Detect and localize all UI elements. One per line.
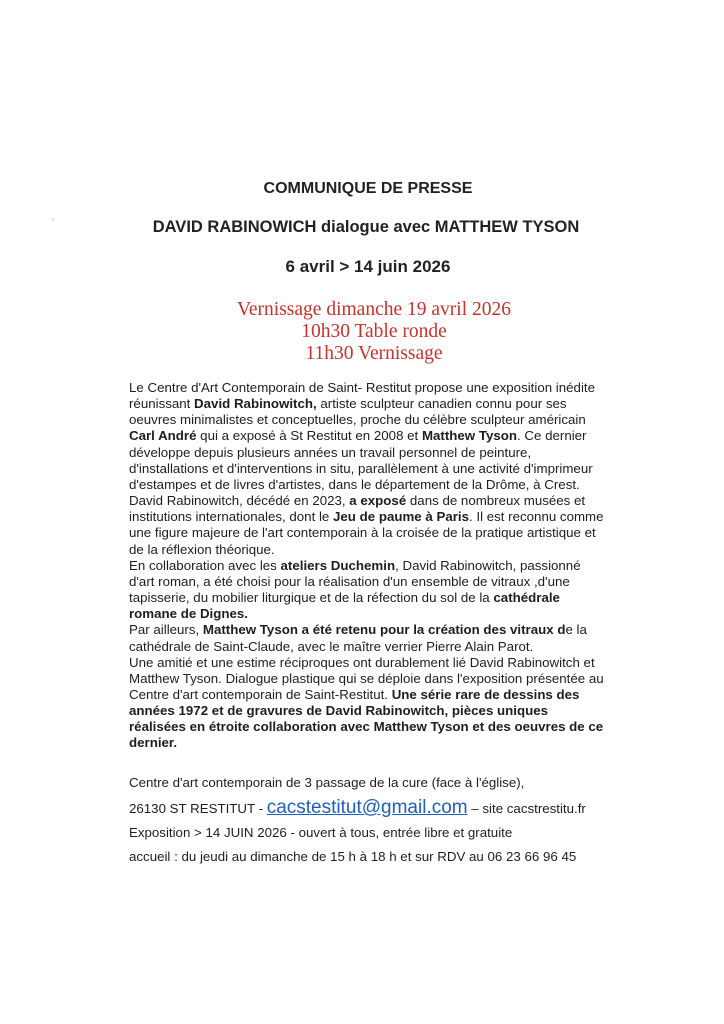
body-line: d'estampes et de livres d'artistes, dans le département de la Drôme, à Crest. [129, 476, 580, 492]
city-contact-line [129, 795, 609, 821]
body-line: romane de Dignes. [129, 606, 248, 622]
email-link[interactable]: cacstestitut@gmail.com [266, 797, 468, 818]
text: tapisserie, du mobilier liturgique et de la réfection du sol de la [129, 590, 494, 606]
text: qui a exposé à St Restitut en 2008 et [196, 428, 422, 444]
body-line: Le Centre d'Art Contemporain de Saint- Restitut propose une exposition inédite [129, 380, 595, 395]
artist-name: Matthew Tyson [421, 428, 518, 444]
text: dans de nombreux musées et [406, 493, 586, 509]
text: réunissant [129, 396, 195, 412]
text: Centre d'art contemporain de Saint-Restitut. [129, 686, 392, 702]
body-line [129, 396, 609, 412]
body-line: développe depuis plusieurs années un travail personnel de peinture, [129, 444, 532, 460]
address-line: Centre d'art contemporain de 3 passage de la cure (face à l'église), [129, 775, 525, 790]
body-line: années 1972 et de gravures de David Rabinowitch, pièces uniques [129, 703, 549, 719]
body-line: de la réflexion théorique. [129, 541, 275, 557]
body-line [129, 428, 609, 444]
body-line: une figure majeure de l'art contemporain à la croisée de la pratique artistique et [129, 525, 596, 541]
press-release-body [129, 380, 609, 752]
body-line: cathédrale de Saint-Claude, avec le maître verrier Pierre Alain Parot. [129, 638, 534, 654]
artist-name: David Rabinowitch, [194, 396, 317, 412]
round-table-time: 10h30 Table ronde [301, 321, 447, 342]
exhibition-line: Exposition > 14 JUIN 2026 - ouvert à tous, entrée libre et gratuite [129, 825, 513, 840]
body-line [129, 622, 609, 638]
text: artiste sculpteur canadien connu pour ses [316, 396, 567, 412]
body-line: Une amitié et une estime réciproques ont durablement lié David Rabinowitch et [129, 654, 595, 670]
hours-line: accueil : du jeudi au dimanche de 15 h à 18 h et sur RDV au 06 23 66 96 45 [129, 849, 577, 864]
opening-info [12, 299, 724, 365]
text: Par ailleurs, [129, 622, 203, 638]
body-line: d'art roman, a été choisi pour la réalisation d'un ensemble de vitraux ,d'une [129, 573, 570, 589]
body-line: Matthew Tyson. Dialogue plastique qui se déploie dans l'exposition présentée au [129, 670, 604, 686]
body-line: oeuvres minimalistes et conceptuelles, proche du célèbre sculpteur américain [129, 412, 586, 428]
document-title: COMMUNIQUE DE PRESSE [263, 180, 473, 197]
body-line [129, 558, 609, 574]
opening-time: 11h30 Vernissage [305, 343, 443, 364]
artist-name: Carl André [129, 428, 197, 444]
body-line: d'installations et d'interventions in situ, parallèlement à une activité d'imprimeur [129, 460, 593, 476]
emphasis: Une série rare de dessins des [391, 686, 580, 702]
body-line: réalisées en étroite collaboration avec Matthew Tyson et des oeuvres de ce [129, 719, 604, 735]
contact-info [129, 771, 609, 869]
body-line [129, 590, 609, 606]
website: – site cacstrestitu.fr [467, 801, 586, 816]
opening-date: Vernissage dimanche 19 avril 2026 [236, 299, 511, 320]
text: e la [565, 622, 587, 638]
emphasis: Matthew Tyson a été retenu pour la création des vitraux d [202, 622, 566, 638]
text: institutions internationales, dont le [129, 509, 334, 525]
body-line [129, 509, 609, 525]
text: . Il est reconnu comme [469, 509, 604, 525]
text: En collaboration avec les [129, 557, 281, 573]
exhibition-dates: 6 avril > 14 juin 2026 [285, 257, 451, 276]
emphasis: Jeu de paume à Paris [333, 509, 470, 525]
emphasis: ateliers Duchemin [280, 557, 396, 573]
text: , David Rabinowitch, passionné [395, 557, 581, 573]
document-subtitle: DAVID RABINOWICH dialogue avec MATTHEW TYSON [152, 218, 580, 236]
body-line: dernier. [129, 735, 178, 751]
body-line [129, 493, 609, 509]
city: 26130 ST RESTITUT - [129, 801, 267, 816]
body-line [129, 687, 609, 703]
emphasis: cathédrale [493, 590, 560, 606]
emphasis: a exposé [349, 493, 407, 509]
text: David Rabinowitch, décédé en 2023, [129, 493, 350, 509]
text: . Ce dernier [517, 428, 587, 444]
